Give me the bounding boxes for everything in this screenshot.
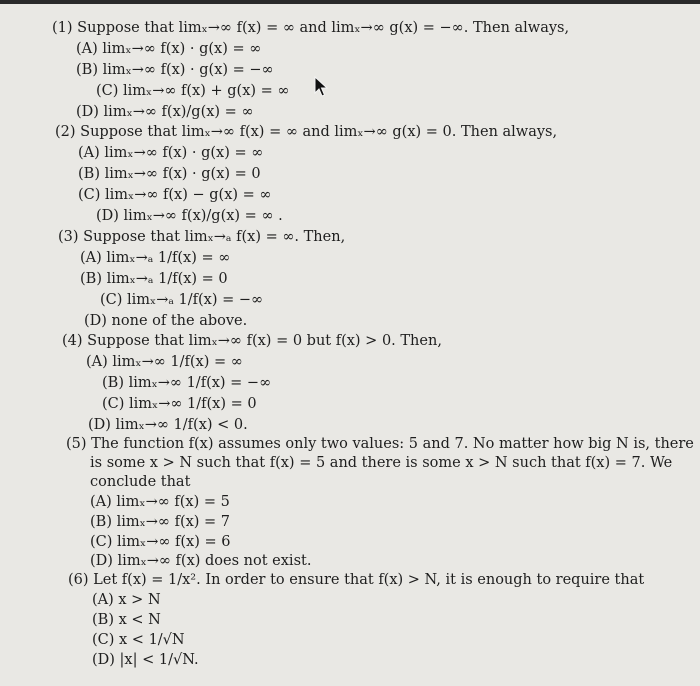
question-5-option-b[interactable]: (B) limₓ→∞ f(x) = 7 — [90, 514, 231, 530]
question-3-option-d[interactable]: (D) none of the above. — [84, 313, 248, 329]
question-4-option-d[interactable]: (D) limₓ→∞ 1/f(x) < 0. — [88, 417, 248, 433]
question-2-stem: (2) Suppose that limₓ→∞ f(x) = ∞ and limₓ→∞ g(x) = 0. Then always, — [55, 124, 558, 140]
question-3-option-b[interactable]: (B) limₓ→ₐ 1/f(x) = 0 — [80, 271, 228, 287]
question-3-option-c[interactable]: (C) limₓ→ₐ 1/f(x) = −∞ — [100, 292, 264, 308]
question-6-option-d[interactable]: (D) |x| < 1/√N. — [92, 652, 199, 668]
question-5-stem-line3: conclude that — [90, 474, 191, 490]
question-1-option-b[interactable]: (B) limₓ→∞ f(x) · g(x) = −∞ — [76, 62, 274, 78]
question-5-option-d[interactable]: (D) limₓ→∞ f(x) does not exist. — [90, 553, 312, 569]
question-1-stem: (1) Suppose that limₓ→∞ f(x) = ∞ and limₓ→∞ g(x) = −∞. Then always, — [52, 20, 570, 36]
question-1-option-d[interactable]: (D) limₓ→∞ f(x)/g(x) = ∞ — [76, 104, 254, 120]
question-4-option-b[interactable]: (B) limₓ→∞ 1/f(x) = −∞ — [102, 375, 272, 391]
question-1-option-c[interactable]: (C) limₓ→∞ f(x) + g(x) = ∞ — [96, 83, 290, 99]
question-6-option-c[interactable]: (C) x < 1/√N — [92, 632, 185, 648]
question-3-stem: (3) Suppose that limₓ→ₐ f(x) = ∞. Then, — [58, 229, 346, 245]
question-2-option-a[interactable]: (A) limₓ→∞ f(x) · g(x) = ∞ — [78, 145, 264, 161]
question-5-stem-line2: is some x > N such that f(x) = 5 and there is some x > N such that f(x) = 7. We — [90, 455, 673, 471]
question-3-option-a[interactable]: (A) limₓ→ₐ 1/f(x) = ∞ — [80, 250, 231, 266]
question-4-option-c[interactable]: (C) limₓ→∞ 1/f(x) = 0 — [102, 396, 257, 412]
question-4-option-a[interactable]: (A) limₓ→∞ 1/f(x) = ∞ — [86, 354, 243, 370]
arrow-cursor-icon — [312, 76, 328, 98]
question-5-option-c[interactable]: (C) limₓ→∞ f(x) = 6 — [90, 534, 231, 550]
question-4-stem: (4) Suppose that limₓ→∞ f(x) = 0 but f(x) > 0. Then, — [62, 333, 442, 349]
question-1-option-a[interactable]: (A) limₓ→∞ f(x) · g(x) = ∞ — [76, 41, 262, 57]
question-6-stem: (6) Let f(x) = 1/x². In order to ensure that f(x) > N, it is enough to require that — [68, 572, 645, 588]
question-5-stem: (5) The function f(x) assumes only two values: 5 and 7. No matter how big N is, there — [66, 436, 694, 452]
question-6-option-a[interactable]: (A) x > N — [92, 592, 161, 608]
question-2-option-c[interactable]: (C) limₓ→∞ f(x) − g(x) = ∞ — [78, 187, 272, 203]
question-2-option-b[interactable]: (B) limₓ→∞ f(x) · g(x) = 0 — [78, 166, 261, 182]
question-5-option-a[interactable]: (A) limₓ→∞ f(x) = 5 — [90, 494, 230, 510]
question-2-option-d[interactable]: (D) limₓ→∞ f(x)/g(x) = ∞ . — [96, 208, 283, 224]
question-6-option-b[interactable]: (B) x < N — [92, 612, 161, 628]
